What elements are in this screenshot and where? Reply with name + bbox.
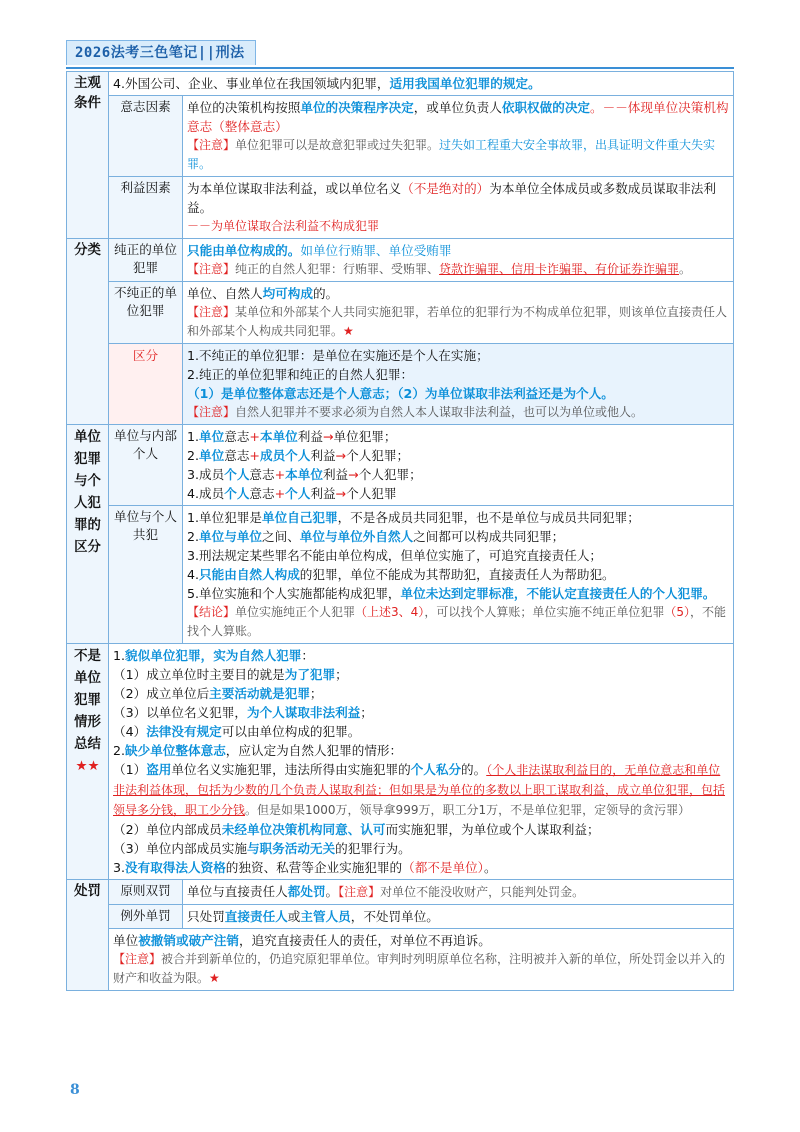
table-row: [67, 425, 734, 506]
list-item: （3）以单位名义犯罪，为个人谋取非法利益；: [113, 705, 373, 720]
section-label-bushi: 不是单位犯罪情形总结 ★★: [67, 644, 109, 880]
section-label-gongfan: 单位犯罪与个人犯罪的区分: [67, 425, 109, 644]
sub-label-liwai: 例外单罚: [109, 905, 183, 929]
sub-label-neibu: 单位与内部个人: [109, 425, 183, 506]
list-item: （2）成立单位后主要活动就是犯罪；: [113, 686, 323, 701]
sub-label-chun: 纯正的单位犯罪: [109, 239, 183, 282]
neibu-content: [183, 425, 734, 506]
yizhi-content: 单位的决策机构按照单位的决策程序决定，或单位负责人依职权做的决定。－－体现单位决策机构意志（整体意志） 【注意】单位犯罪可以是故意犯罪或过失犯罪。过失如工程重大安全事故罪，出具证明文件重大失实罪。: [183, 96, 734, 177]
liyi-content: 为本单位谋取非法利益，或以单位名义（不是绝对的）为本单位全体成员或多数成员谋取非法利益。 －－为单位谋取合法利益不构成犯罪: [183, 177, 734, 239]
notes-table: [66, 71, 734, 991]
table-row: [67, 644, 734, 880]
list-item: 3.成员个人意志+本单位利益→个人犯罪；: [187, 467, 422, 482]
yuanze-content: 单位与直接责任人都处罚。【注意】对单位不能没收财产，只能判处罚金。: [183, 880, 734, 905]
chun-content: 只能由单位构成的。如单位行贿罪、单位受贿罪 【注意】纯正的自然人犯罪：行贿罪、受贿罪、贷款诈骗罪、信用卡诈骗罪、有价证券诈骗罪。: [183, 239, 734, 282]
section-label-chufa: 处罚: [67, 880, 109, 991]
chufa-tail: 单位被撤销或破产注销，追究直接责任人的责任，对单位不再追诉。 【注意】被合并到新单位的，仍追究原犯罪单位。审判时列明原单位名称，注明被并入新的单位，所处罚金以并入的财产和收益为限。★: [109, 929, 734, 991]
list-item: （1）成立单位时主要目的就是为了犯罪；: [113, 667, 348, 682]
table-row: [67, 506, 734, 644]
section-label-fenlei: 分类: [67, 239, 109, 425]
list-item: 4.成员个人意志+个人利益→个人犯罪: [187, 486, 397, 501]
table-row: [67, 72, 734, 96]
sub-label-yizhi: 意志因素: [109, 96, 183, 177]
star-icon: ★★: [75, 759, 100, 774]
page-header-title: 2026法考三色笔记||刑法: [66, 40, 256, 65]
page-header: [66, 40, 734, 69]
sub-label-gongfan: 单位与个人共犯: [109, 506, 183, 644]
list-item: （4）法律没有规定可以由单位构成的犯罪。: [113, 724, 361, 739]
zhuguan-intro: 4.外国公司、企业、事业单位在我国领域内犯罪，适用我国单位犯罪的规定。: [109, 72, 734, 96]
list-item: 1.单位意志+本单位利益→单位犯罪；: [187, 429, 397, 444]
section-label-zhuguan: 主观条件: [67, 72, 109, 239]
star-icon: ★: [209, 971, 220, 985]
qufen-content: 1.不纯正的单位犯罪：是单位在实施还是个人在实施； 2.纯正的单位犯罪和纯正的自然人犯罪： （1）是单位整体意志还是个人意志；（2）为单位谋取非法利益还是为个人。 【注意】自然人犯罪并不要求必须为自然人本人谋取非法利益，也可以为单位或他人。: [183, 344, 734, 425]
page-number: 8: [70, 1082, 80, 1098]
table-row: [67, 96, 734, 177]
liwai-content: 只处罚直接责任人或主管人员，不处罚单位。: [183, 905, 734, 929]
table-row: [67, 344, 734, 425]
bushi-content: 1.貌似单位犯罪，实为自然人犯罪： （1）成立单位时主要目的就是为了犯罪； （2）成立单位后主要活动就是犯罪； （3）以单位名义犯罪，为个人谋取非法利益； （4）法律没有规定可以由单位构成的犯罪。 2.缺少单位整体意志，应认定为自然人犯罪的情形： （1）盗用单位名义实施犯罪，违法所得由实施犯罪的个人私分的。（个人非法谋取利益目的，无单位意志和单位非法利益体现，包括为少数的几个负责人谋取利益；但如果是为单位的多数以上职工谋取利益，成立单位犯罪，包括领导多分钱，职工少分钱。但是如果1000万，领导拿999万，职工分1万，不是单位犯罪，定领导的贪污罪） （2）单位内部成员未经单位决策机构同意、认可而实施犯罪，为单位或个人谋取利益； （3）单位内部成员实施与职务活动无关的犯罪行为。 3.没有取得法人资格的独资、私营等企业实施犯罪的（都不是单位）。: [109, 644, 734, 880]
table-row: [67, 929, 734, 991]
table-row: [67, 880, 734, 905]
sub-label-qufen: 区分: [109, 344, 183, 425]
sub-label-yuanze: 原则双罚: [109, 880, 183, 905]
table-row: [67, 905, 734, 929]
list-item: 2.单位意志+成员个人利益→个人犯罪；: [187, 448, 410, 463]
table-row: [67, 282, 734, 344]
gongfan-content: 1.单位犯罪是单位自己犯罪，不是各成员共同犯罪，也不是单位与成员共同犯罪； 2.单位与单位之间、单位与单位外自然人之间都可以构成共同犯罪； 3.刑法规定某些罪名不能由单位构成，但单位实施了，可追究直接责任人； 4.只能由自然人构成的犯罪，单位不能成为其帮助犯，直接责任人为帮助犯。 5.单位实施和个人实施都能构成犯罪，单位未达到定罪标准，不能认定直接责任人的个人犯罪。 【结论】单位实施纯正个人犯罪（上述3、4），可以找个人算账；单位实施不纯正单位犯罪（5），不能找个人算账。: [183, 506, 734, 644]
star-icon: ★: [343, 324, 354, 338]
sub-label-buchun: 不纯正的单位犯罪: [109, 282, 183, 344]
sub-label-liyi: 利益因素: [109, 177, 183, 239]
table-row: [67, 177, 734, 239]
buchun-content: 单位、自然人均可构成的。 【注意】某单位和外部某个人共同实施犯罪，若单位的犯罪行为不构成单位犯罪，则该单位直接责任人和外部某个人构成共同犯罪。★: [183, 282, 734, 344]
table-row: [67, 239, 734, 282]
